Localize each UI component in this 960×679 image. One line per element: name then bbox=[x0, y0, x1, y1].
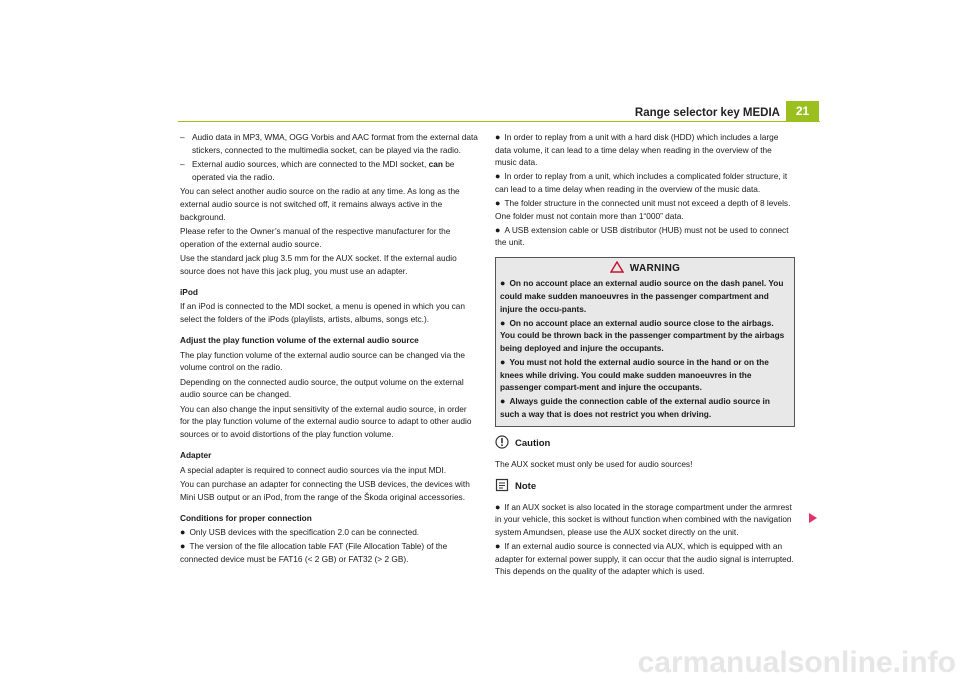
dash-item-text-bold: can bbox=[428, 159, 443, 170]
right-column bbox=[495, 131, 795, 579]
bullet-item: ● A USB extension cable or USB distributor (HUB) must not be used to connect the unit. bbox=[495, 224, 789, 248]
bullet-dot-icon: ● bbox=[180, 541, 186, 552]
warning-bullet: ● On no account place an external audio source close to the airbags. You could be thrown back in the passenger compartment by the airbags being deployed and injure the occupants. bbox=[500, 317, 785, 353]
paragraph: You can also change the input sensitivity of the external audio source, in order for the play function volume of the external audio source to adapt to other audio sources or to avoid distortions of the play function volume. bbox=[180, 403, 472, 439]
bullet-dot-icon: ● bbox=[495, 171, 501, 182]
paragraph: A special adapter is required to connect audio sources via the input MDI. bbox=[180, 464, 447, 475]
note-bullet: ● If an AUX socket is also located in the storage compartment under the armrest in your vehicle, this socket is without function when combined with the navigation system Amundsen, please use the AUX socket directly on the unit. bbox=[495, 501, 792, 537]
caution-exclamation-icon bbox=[495, 435, 509, 454]
paragraph: Use the standard jack plug 3.5 mm for the AUX socket. If the external audio source does not have this jack plug, you must use an adapter. bbox=[180, 252, 457, 276]
dash-item-text-after: be operated via the radio. bbox=[192, 159, 455, 182]
warning-box bbox=[495, 257, 795, 427]
page-number: 21 bbox=[786, 101, 819, 122]
bullet-item: ● The folder structure in the connected unit must not exceed a depth of 8 levels. One folder must not contain more than 1“000” data. bbox=[495, 197, 791, 221]
dash-item-text: Audio data in MP3, WMA, OGG Vorbis and AAC format from the external data stickers, connected to the multimedia socket, can be played via the radio. bbox=[192, 132, 478, 155]
bullet-item: ● Only USB devices with the specification 2.0 can be connected. bbox=[180, 527, 420, 538]
warning-triangle-icon bbox=[610, 261, 624, 273]
watermark bbox=[490, 645, 960, 679]
paragraph: You can select another audio source on the radio at any time. As long as the external audio source is not switched off, it remains always active in the background. bbox=[180, 186, 460, 222]
bullet-item: ● In order to replay from a unit, which includes a complicated folder structure, it can lead to a time delay when reading in the overview of the music data. bbox=[495, 171, 788, 194]
caution-heading: Caution bbox=[495, 435, 795, 454]
bullet-dot-icon: ● bbox=[495, 132, 501, 142]
note-heading: Note bbox=[495, 478, 795, 497]
section-heading-conditions: Conditions for proper connection bbox=[180, 513, 312, 523]
warning-bullet: ● On no account place an external audio source on the dash panel. You could make sudden manoeuvres in the passenger compartment and injure the occu-pants. bbox=[500, 278, 784, 314]
bullet-item: ● In order to replay from a unit with a hard disk (HDD) which includes a large data volume, it can lead to a time delay when reading in the overview of the music data. bbox=[495, 132, 779, 168]
dash-item-text-before: External audio sources, which are connected to the MDI socket, bbox=[192, 159, 429, 170]
section-heading-ipod: iPod bbox=[180, 286, 198, 297]
header-rule bbox=[178, 121, 820, 122]
paragraph: Depending on the connected audio source, the output volume on the external audio source can be changed. bbox=[180, 376, 464, 400]
section-heading-adapter: Adapter bbox=[180, 450, 212, 461]
warning-heading: WARNING bbox=[500, 261, 790, 276]
warning-bullet: ● Always guide the connection cable of the external audio source in such a way that is does not restrict you when driving. bbox=[500, 396, 770, 419]
note-document-icon bbox=[495, 478, 509, 497]
watermark-text: carmanualsonline.info bbox=[637, 646, 956, 679]
note-bullet: ● If an external audio source is connected via AUX, which is equipped with an adapter for external power supply, it can occur that the audio signal is interrupted. This depends on the quality of the adapter which is used. bbox=[495, 541, 794, 577]
dash-item: – External audio sources, which are connected to the MDI socket, can be operated via the radio. bbox=[180, 159, 455, 182]
warning-bullet: ● You must not hold the external audio source in the hand or on the knees while driving. You could make sudden manoeuvres in the passenger compart-ment and injure the occupants. bbox=[500, 357, 769, 393]
next-page-arrow-icon[interactable] bbox=[809, 513, 817, 523]
bullet-dot-icon: ● bbox=[500, 396, 506, 407]
paragraph: If an iPod is connected to the MDI socket, a menu is opened in which you can select the folders of the iPods (playlists, artists, albums, songs etc.). bbox=[180, 301, 466, 324]
bullet-dot-icon: ● bbox=[500, 278, 506, 289]
paragraph: Please refer to the Owner’s manual of the respective manufacturer for the operation of the external audio source. bbox=[180, 225, 451, 249]
left-column bbox=[180, 131, 478, 567]
header-title: Range selector key MEDIA bbox=[634, 107, 780, 119]
bullet-item: ● The version of the file allocation table FAT (File Allocation Table) of the connected device must be FAT16 (< 2 GB) or FAT32 (> 2 GB). bbox=[180, 541, 448, 565]
bullet-dot-icon: ● bbox=[500, 317, 506, 328]
bullet-dot-icon: ● bbox=[495, 197, 501, 208]
bullet-dot-icon: ● bbox=[495, 541, 501, 552]
paragraph: You can purchase an adapter for connecting the USB devices, the devices with Mini USB output or an iPod, from the range of the Škoda original accessories. bbox=[180, 479, 470, 502]
paragraph: The play function volume of the external audio source can be changed via the volume control on the radio. bbox=[180, 349, 466, 373]
bullet-dot-icon: ● bbox=[500, 357, 506, 367]
bullet-dot-icon: ● bbox=[495, 501, 501, 512]
bullet-dot-icon: ● bbox=[495, 224, 501, 235]
section-heading-volume: Adjust the play function volume of the external audio source bbox=[180, 335, 419, 346]
caution-text: The AUX socket must only be used for audio sources! bbox=[495, 458, 693, 469]
bullet-dot-icon: ● bbox=[180, 527, 186, 538]
dash-item: – Audio data in MP3, WMA, OGG Vorbis and AAC format from the external data stickers, connected to the multimedia socket, can be played via the radio. bbox=[180, 132, 478, 155]
